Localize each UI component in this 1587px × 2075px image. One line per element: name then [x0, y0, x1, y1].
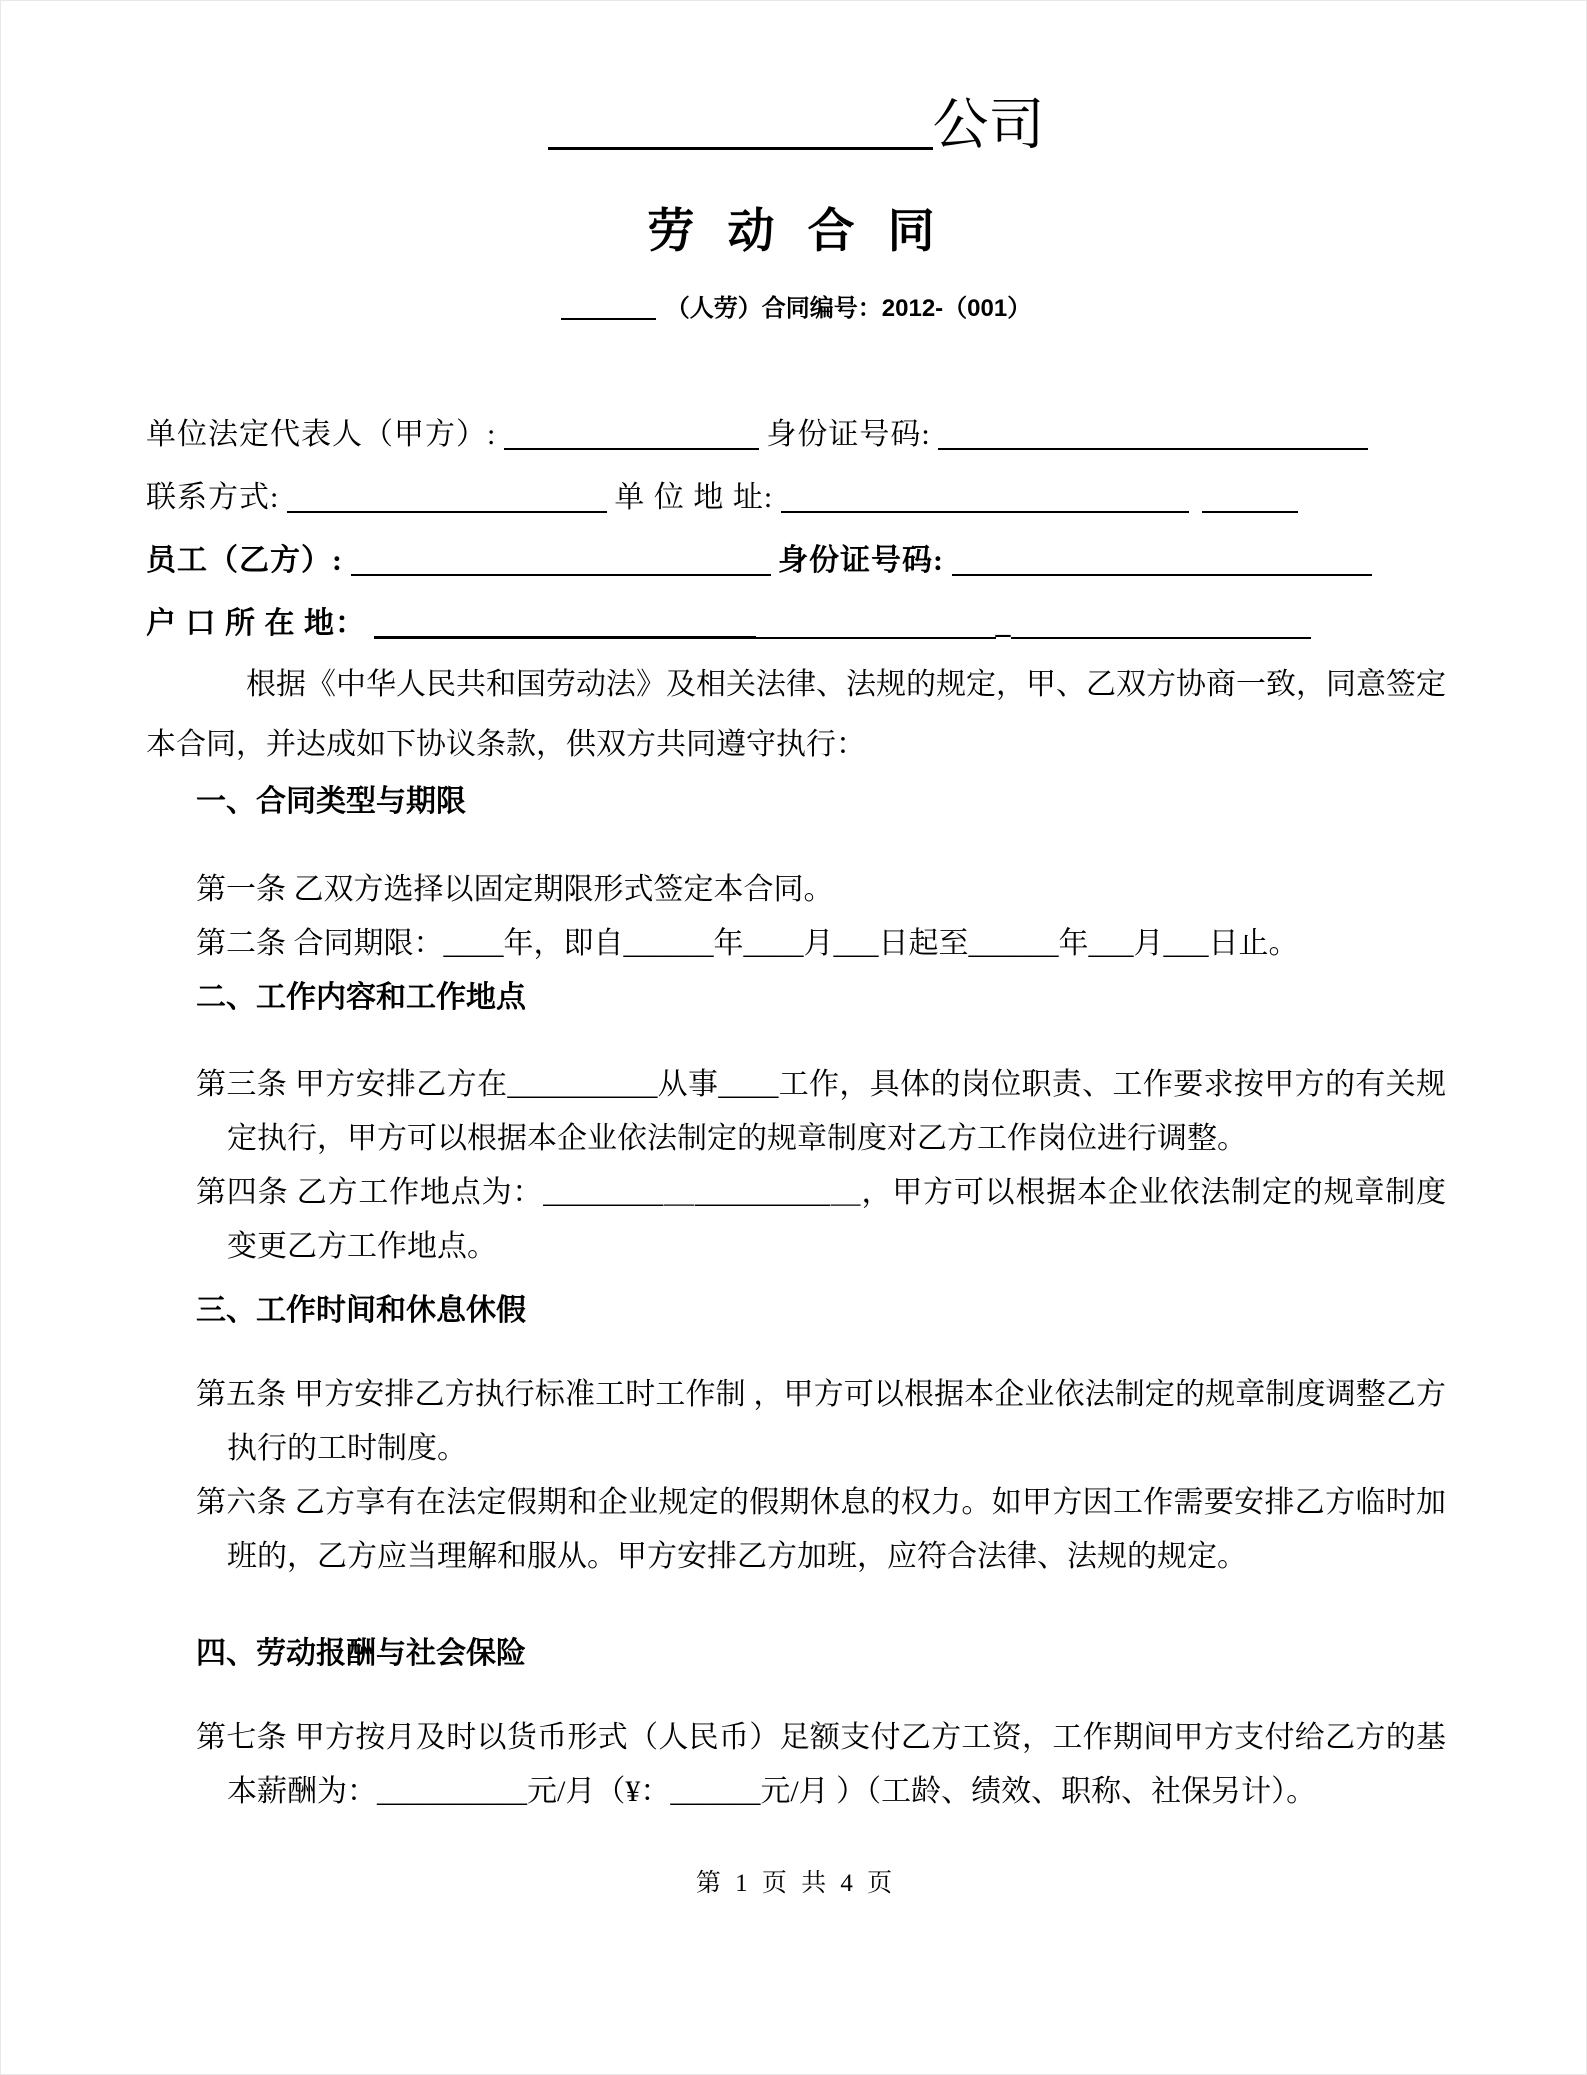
document-title: 劳 动 合 同	[647, 204, 945, 257]
clause-7: 第七条 甲方按月及时以货币形式（人民币）足额支付乙方工资，工作期间甲方支付给乙方的基本薪酬为：__________元/月（¥：______元/月 ）（工龄、绩效、职称、社保另计）。	[196, 1721, 1446, 1808]
address-blank-extra[interactable]	[1202, 475, 1298, 513]
contact-blank[interactable]	[287, 475, 607, 513]
hukou-blank-thin-1[interactable]	[756, 601, 996, 639]
section-heading-3: 三、工作时间和休息休假	[196, 1294, 526, 1327]
preamble-paragraph: 根据《中华人民共和国劳动法》及相关法律、法规的规定，甲、乙双方协商一致，同意签定本合同，并达成如下协议条款，供双方共同遵守执行：	[146, 668, 1446, 761]
clause-4: 第四条 乙方工作地点为：________＿_________＿，甲方可以根据本企业依法制定的规章制度变更乙方工作地点。	[196, 1176, 1446, 1263]
address-label: 单 位 地 址:	[614, 481, 774, 514]
employee-name-blank[interactable]	[351, 538, 771, 576]
clause-3: 第三条 甲方安排乙方在__________从事____工作，具体的岗位职责、工作要求按甲方的有关规定执行，甲方可以根据本企业依法制定的规章制度对乙方工作岗位进行调整。	[196, 1068, 1446, 1155]
form-row-contact	[146, 466, 1446, 529]
id-number-blank-1[interactable]	[938, 412, 1368, 450]
address-blank[interactable]	[781, 475, 1189, 513]
hukou-underscore-mark: _	[995, 607, 1011, 640]
contract-number-text: （人劳）合同编号：2012-（001）	[665, 295, 1032, 322]
clause-2: 第二条 合同期限：____年，即自______年____月___日起至______年___月___日止。	[196, 927, 1299, 960]
section-heading-1: 一、合同类型与期限	[196, 785, 466, 818]
hukou-blank-thin-2[interactable]	[1011, 601, 1311, 639]
hukou-label: 户 口 所 在 地：	[146, 607, 366, 640]
contract-number-blank[interactable]	[561, 292, 656, 320]
page-number-footer: 第 1 页 共 4 页	[695, 1870, 897, 1897]
company-suffix-label: 公司	[932, 95, 1045, 157]
form-row-legal-rep	[146, 403, 1446, 466]
clause-5: 第五条 甲方安排乙方执行标准工时工作制 ，甲方可以根据本企业依法制定的规章制度调整乙方执行的工时制度。	[196, 1378, 1446, 1465]
id-number-blank-2[interactable]	[952, 538, 1372, 576]
clause-1: 第一条 乙双方选择以固定期限形式签定本合同。	[196, 873, 834, 906]
company-name-blank[interactable]	[548, 89, 933, 150]
id-number-label-1: 身份证号码:	[766, 418, 931, 451]
party-info-form	[146, 403, 1446, 655]
legal-rep-name-blank[interactable]	[504, 412, 759, 450]
section-heading-4: 四、劳动报酬与社会保险	[196, 1637, 526, 1670]
section-heading-2: 二、工作内容和工作地点	[196, 981, 526, 1014]
clause-6: 第六条 乙方享有在法定假期和企业规定的假期休息的权力。如甲方因工作需要安排乙方临时加班的，乙方应当理解和服从。甲方安排乙方加班，应符合法律、法规的规定。	[196, 1486, 1446, 1573]
form-row-hukou	[146, 592, 1446, 655]
employee-label: 员工（乙方）:	[146, 544, 343, 577]
company-title-line	[146, 89, 1446, 161]
legal-rep-label: 单位法定代表人（甲方）:	[146, 418, 497, 451]
form-row-employee	[146, 529, 1446, 592]
hukou-blank-bold[interactable]	[374, 600, 756, 639]
id-number-label-2: 身份证号码:	[778, 544, 944, 577]
contract-number-line	[146, 289, 1446, 329]
contact-label: 联系方式:	[146, 481, 280, 514]
